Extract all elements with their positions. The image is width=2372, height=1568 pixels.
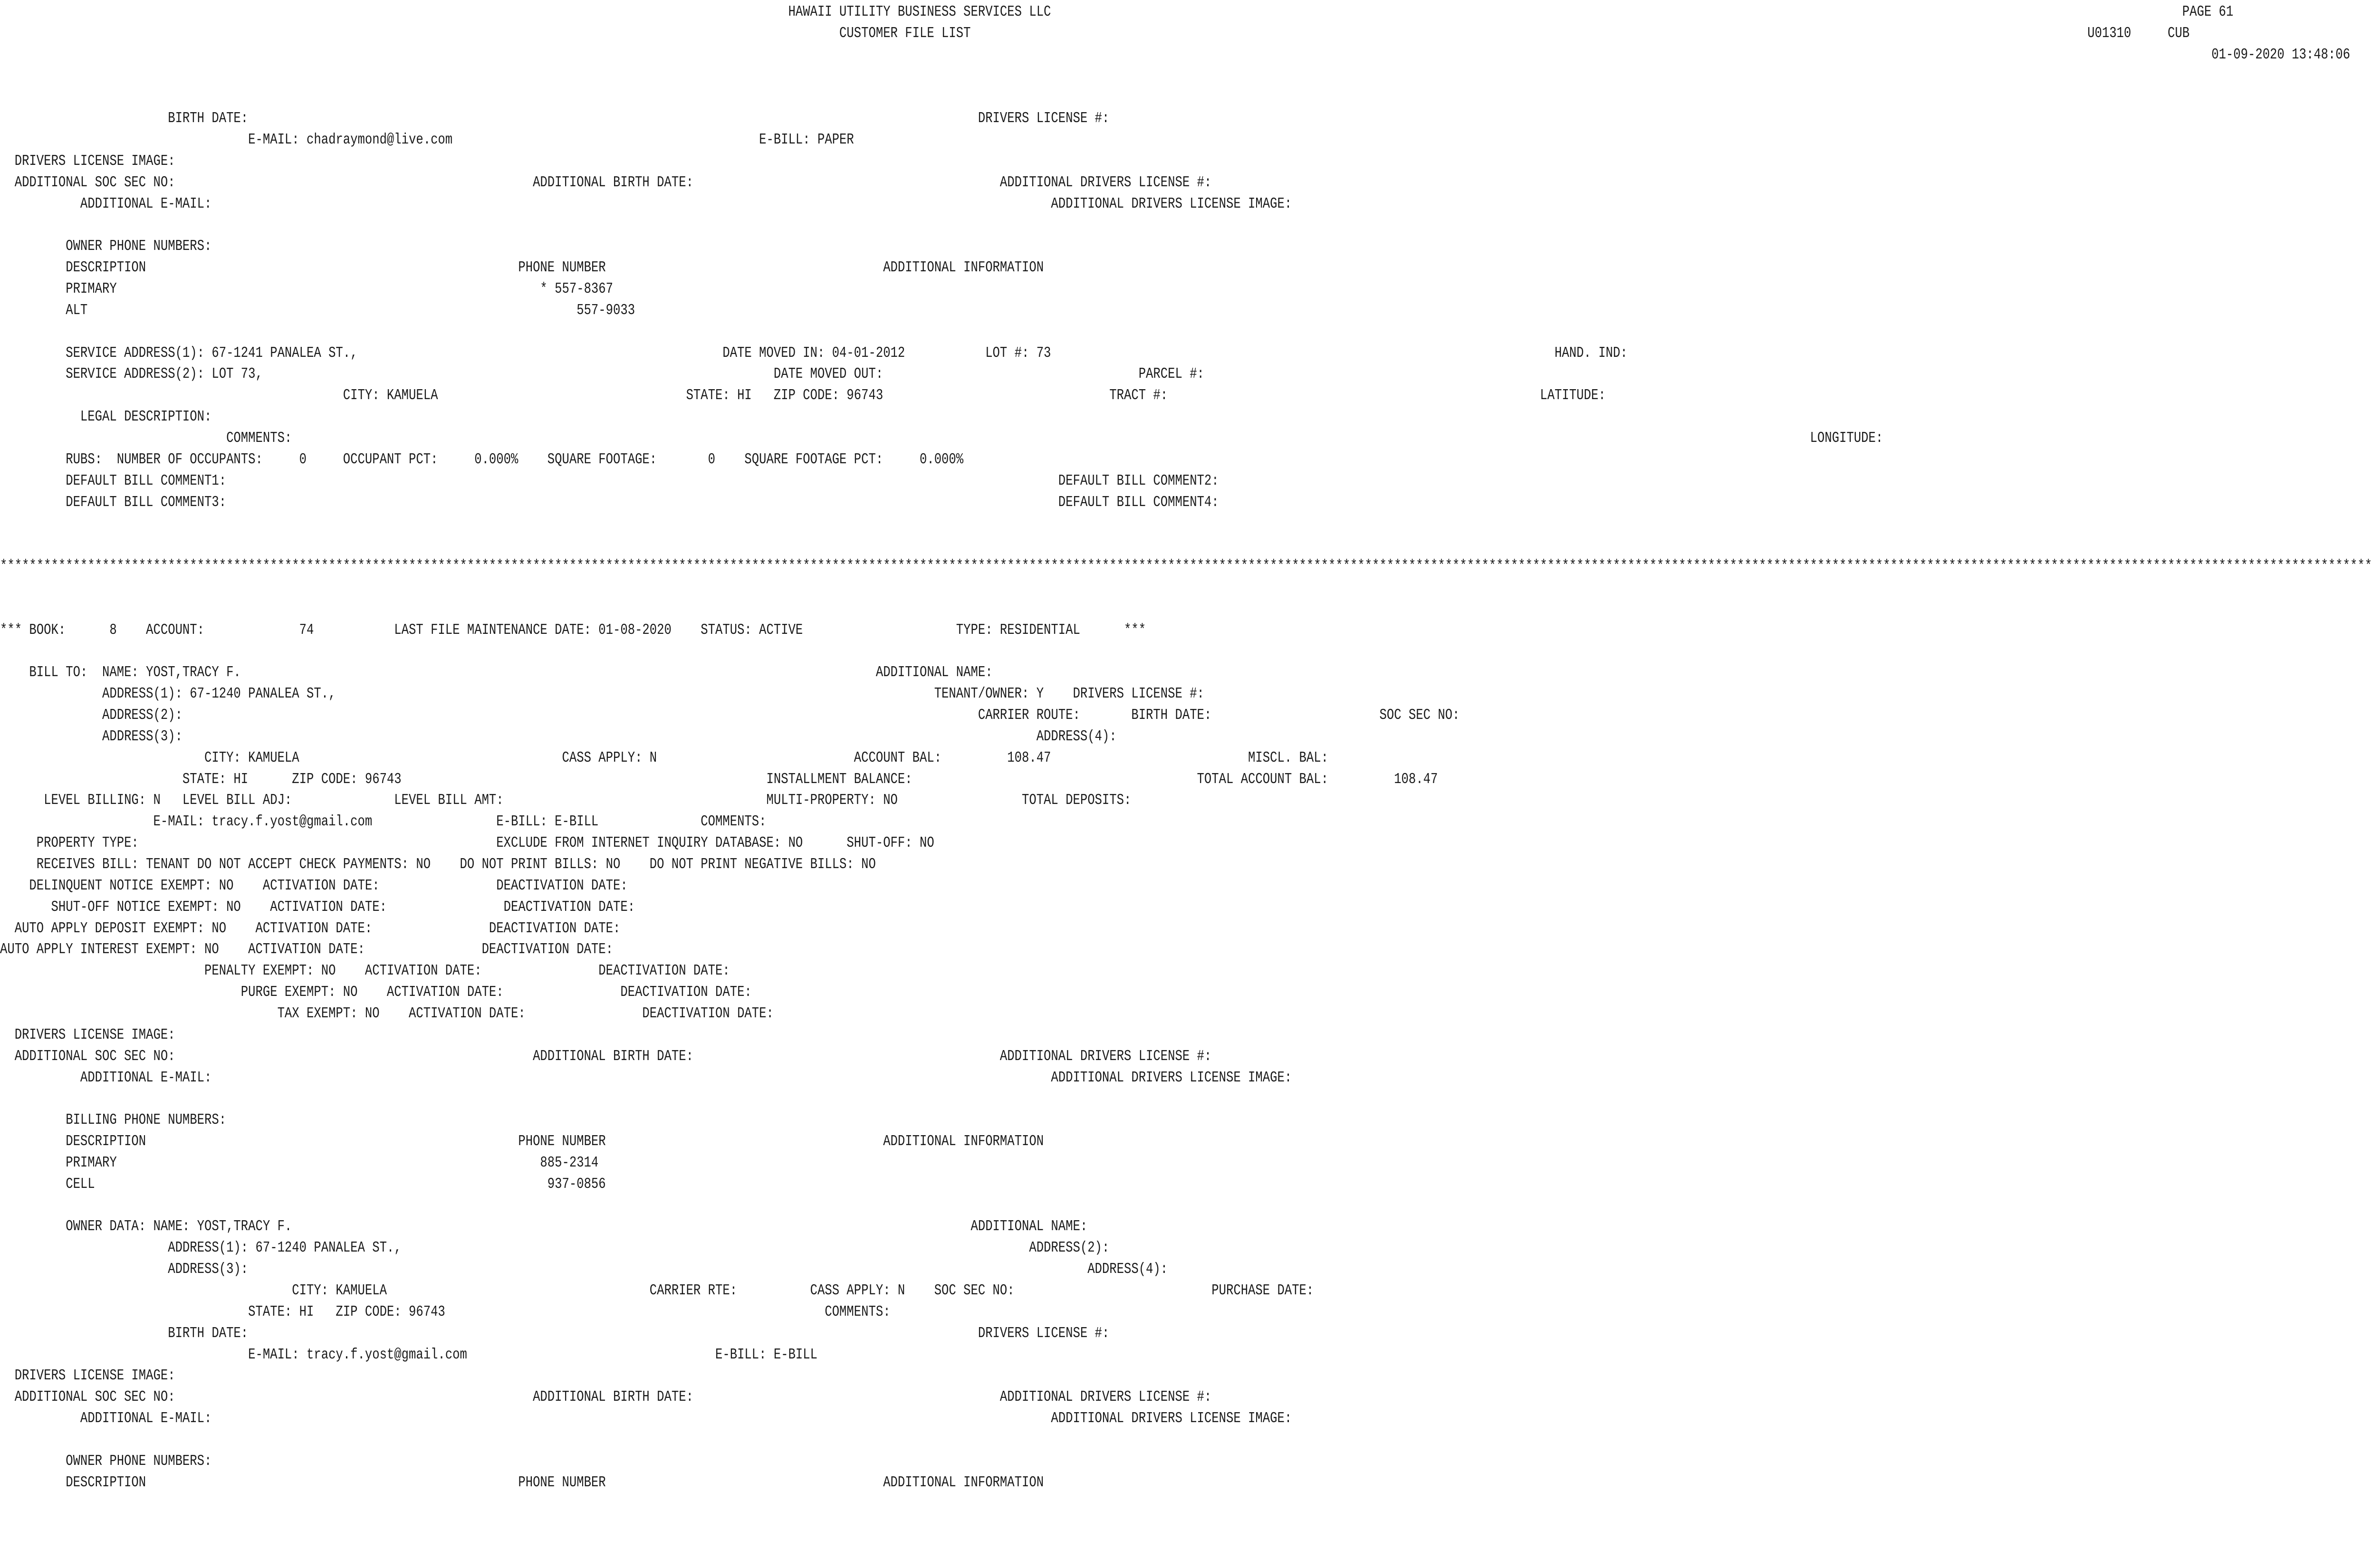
report-line: *** BOOK: 8 ACCOUNT: 74 LAST FILE MAINTENANCE DATE: 01-08-2020 STATUS: ACTIVE TYPE: RESIDENTIAL ***: [0, 621, 1146, 639]
report-line: DEFAULT BILL COMMENT3: DEFAULT BILL COMMENT4:: [0, 494, 1219, 511]
report-line: PRIMARY * 557-8367: [0, 281, 614, 298]
report-line: 01-09-2020 13:48:06: [0, 46, 2350, 63]
report-line: CITY: KAMUELA CARRIER RTE: CASS APPLY: N SOC SEC NO: PURCHASE DATE:: [0, 1282, 1314, 1299]
report-line: AUTO APPLY DEPOSIT EXEMPT: NO ACTIVATION DATE: DEACTIVATION DATE:: [0, 920, 621, 937]
report-line: PRIMARY 885-2314: [0, 1154, 599, 1171]
report-line: DEFAULT BILL COMMENT1: DEFAULT BILL COMMENT2:: [0, 472, 1219, 489]
report-line: DESCRIPTION PHONE NUMBER ADDITIONAL INFORMATION: [0, 259, 1044, 277]
report-line: DRIVERS LICENSE IMAGE:: [0, 153, 175, 170]
report-line: HAWAII UTILITY BUSINESS SERVICES LLC PAGE 61: [0, 4, 2234, 20]
report-line: ADDITIONAL SOC SEC NO: ADDITIONAL BIRTH DATE: ADDITIONAL DRIVERS LICENSE #:: [0, 1389, 1212, 1406]
report-line: RUBS: NUMBER OF OCCUPANTS: 0 OCCUPANT PCT: 0.000% SQUARE FOOTAGE: 0 SQUARE FOOTAGE PCT: 0.000%: [0, 451, 964, 468]
report-line: SERVICE ADDRESS(1): 67-1241 PANALEA ST., DATE MOVED IN: 04-01-2012 LOT #: 73 HAND. IND:: [0, 344, 1628, 362]
report-line: OWNER PHONE NUMBERS:: [0, 238, 212, 255]
report-line: BIRTH DATE: DRIVERS LICENSE #:: [0, 110, 1110, 127]
report-line: DELINQUENT NOTICE EXEMPT: NO ACTIVATION DATE: DEACTIVATION DATE:: [0, 877, 628, 894]
report-line: BILL TO: NAME: YOST,TRACY F. ADDITIONAL NAME:: [0, 664, 993, 681]
report-line: LEVEL BILLING: N LEVEL BILL ADJ: LEVEL BILL AMT: MULTI-PROPERTY: NO TOTAL DEPOSITS:: [0, 792, 1132, 809]
report-line: ADDITIONAL E-MAIL: ADDITIONAL DRIVERS LICENSE IMAGE:: [0, 1069, 1292, 1086]
report-line: RECEIVES BILL: TENANT DO NOT ACCEPT CHECK PAYMENTS: NO DO NOT PRINT BILLS: NO DO NOT PRINT NEGATIVE BILLS: NO: [0, 856, 876, 873]
report-line: ALT 557-9033: [0, 302, 635, 319]
report-line: PROPERTY TYPE: EXCLUDE FROM INTERNET INQUIRY DATABASE: NO SHUT-OFF: NO: [0, 835, 934, 852]
report-line: BILLING PHONE NUMBERS:: [0, 1112, 227, 1129]
report-line: STATE: HI ZIP CODE: 96743 INSTALLMENT BALANCE: TOTAL ACCOUNT BAL: 108.47: [0, 771, 1438, 788]
report-line: BIRTH DATE: DRIVERS LICENSE #:: [0, 1325, 1110, 1342]
report-line: TAX EXEMPT: NO ACTIVATION DATE: DEACTIVATION DATE:: [0, 1005, 774, 1022]
report-line: E-MAIL: chadraymond@live.com E-BILL: PAPER: [0, 132, 854, 149]
report-line: CELL 937-0856: [0, 1176, 606, 1193]
report-line: DESCRIPTION PHONE NUMBER ADDITIONAL INFORMATION: [0, 1133, 1044, 1150]
report-line: ADDRESS(3): ADDRESS(4):: [0, 1261, 1168, 1278]
report-line: LEGAL DESCRIPTION:: [0, 409, 212, 426]
report-line: DESCRIPTION PHONE NUMBER ADDITIONAL INFORMATION: [0, 1474, 1044, 1491]
report-line: ADDITIONAL SOC SEC NO: ADDITIONAL BIRTH DATE: ADDITIONAL DRIVERS LICENSE #:: [0, 1048, 1212, 1065]
report-line: E-MAIL: tracy.f.yost@gmail.com E-BILL: E-BILL COMMENTS:: [0, 813, 767, 831]
report-line: ADDRESS(2): CARRIER ROUTE: BIRTH DATE: SOC SEC NO:: [0, 707, 1460, 724]
report-line: STATE: HI ZIP CODE: 96743 COMMENTS:: [0, 1303, 891, 1320]
report-line: OWNER DATA: NAME: YOST,TRACY F. ADDITIONAL NAME:: [0, 1218, 1088, 1235]
report-line: OWNER PHONE NUMBERS:: [0, 1453, 212, 1470]
report-line: CITY: KAMUELA STATE: HI ZIP CODE: 96743 TRACT #: LATITUDE:: [0, 387, 1606, 404]
report-line: ADDITIONAL E-MAIL: ADDITIONAL DRIVERS LICENSE IMAGE:: [0, 1410, 1292, 1427]
report-line: *************************************************************************************************************************************************************************************************************************************************************************************************************************************: [0, 558, 2372, 575]
report-line: CUSTOMER FILE LIST U01310 CUB: [0, 25, 2190, 42]
report-line: DRIVERS LICENSE IMAGE:: [0, 1367, 175, 1385]
report-line: COMMENTS: LONGITUDE:: [0, 430, 1883, 447]
report-line: E-MAIL: tracy.f.yost@gmail.com E-BILL: E-BILL: [0, 1346, 817, 1363]
report-line: DRIVERS LICENSE IMAGE:: [0, 1026, 175, 1043]
report-line: ADDITIONAL E-MAIL: ADDITIONAL DRIVERS LICENSE IMAGE:: [0, 195, 1292, 212]
report-line: CITY: KAMUELA CASS APPLY: N ACCOUNT BAL: 108.47 MISCL. BAL:: [0, 749, 1328, 766]
report-line: SERVICE ADDRESS(2): LOT 73, DATE MOVED OUT: PARCEL #:: [0, 366, 1204, 383]
report-line: PURGE EXEMPT: NO ACTIVATION DATE: DEACTIVATION DATE:: [0, 984, 752, 1001]
report-line: ADDRESS(1): 67-1240 PANALEA ST., ADDRESS(2):: [0, 1240, 1110, 1257]
report-line: SHUT-OFF NOTICE EXEMPT: NO ACTIVATION DATE: DEACTIVATION DATE:: [0, 899, 635, 916]
report-line: AUTO APPLY INTEREST EXEMPT: NO ACTIVATION DATE: DEACTIVATION DATE:: [0, 941, 614, 958]
report-line: ADDRESS(3): ADDRESS(4):: [0, 728, 1117, 745]
report-line: ADDRESS(1): 67-1240 PANALEA ST., TENANT/OWNER: Y DRIVERS LICENSE #:: [0, 686, 1204, 703]
report-line: ADDITIONAL SOC SEC NO: ADDITIONAL BIRTH DATE: ADDITIONAL DRIVERS LICENSE #:: [0, 174, 1212, 191]
report-line: PENALTY EXEMPT: NO ACTIVATION DATE: DEACTIVATION DATE:: [0, 963, 730, 980]
